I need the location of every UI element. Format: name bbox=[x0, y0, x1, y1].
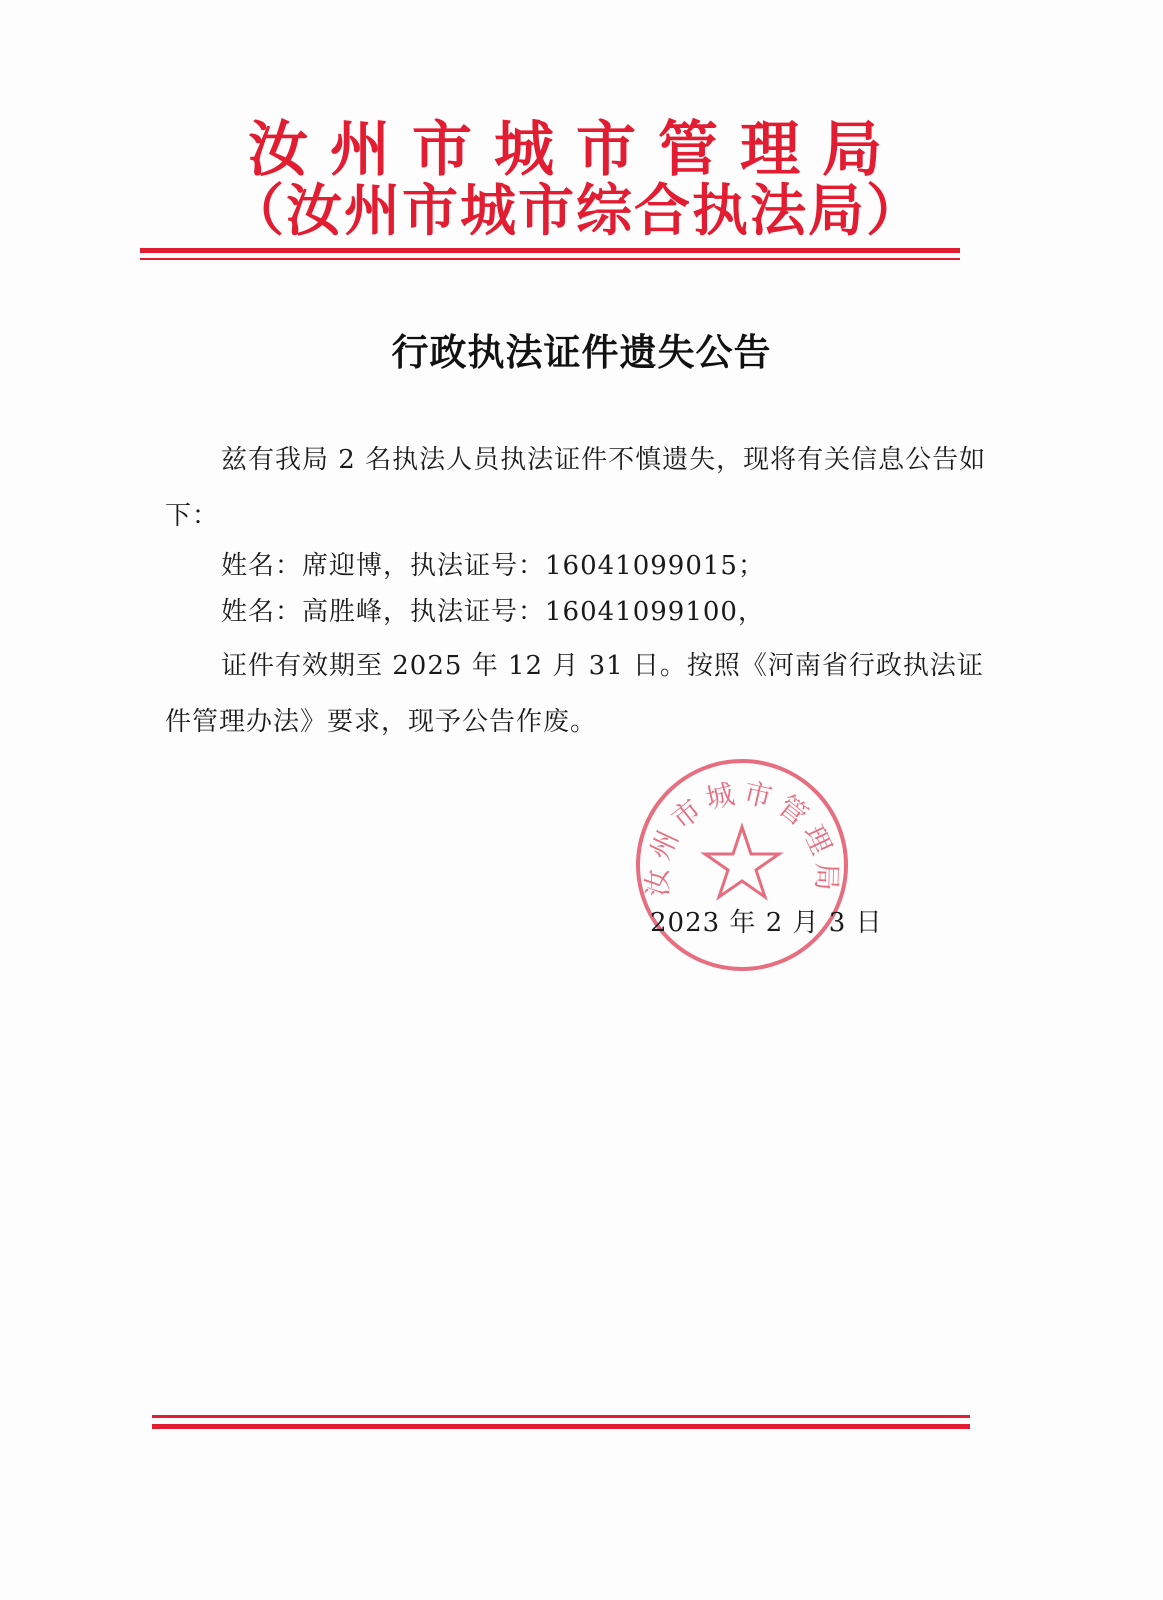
header-rule-thick bbox=[140, 248, 960, 253]
org-alt-name: （汝州市城市综合执法局） bbox=[228, 178, 924, 244]
footer-rule-bottom bbox=[152, 1424, 970, 1429]
org-name: 汝州市城市管理局 bbox=[248, 115, 904, 185]
person-line: 姓名：高胜峰，执法证号：16041099100， bbox=[221, 597, 765, 627]
person-line: 姓名：席迎博，执法证号：16041099015； bbox=[221, 551, 765, 581]
intro-paragraph: 兹有我局 2 名执法人员执法证件不慎遗失，现将有关信息公告如下： bbox=[165, 445, 987, 531]
issue-date: 2023 年 2 月 3 日 bbox=[650, 908, 883, 938]
footer-rule-top bbox=[152, 1415, 970, 1418]
page-title: 行政执法证件遗失公告 bbox=[391, 330, 772, 374]
seal-text: 汝州市城市管理局 bbox=[640, 775, 844, 897]
official-seal bbox=[632, 755, 852, 975]
header-rule-thin bbox=[140, 258, 960, 260]
closing-paragraph: 证件有效期至 2025 年 12 月 31 日。按照《河南省行政执法证件管理办法》要求，现予公告作废。 bbox=[165, 651, 984, 737]
seal-star-icon bbox=[705, 827, 779, 897]
